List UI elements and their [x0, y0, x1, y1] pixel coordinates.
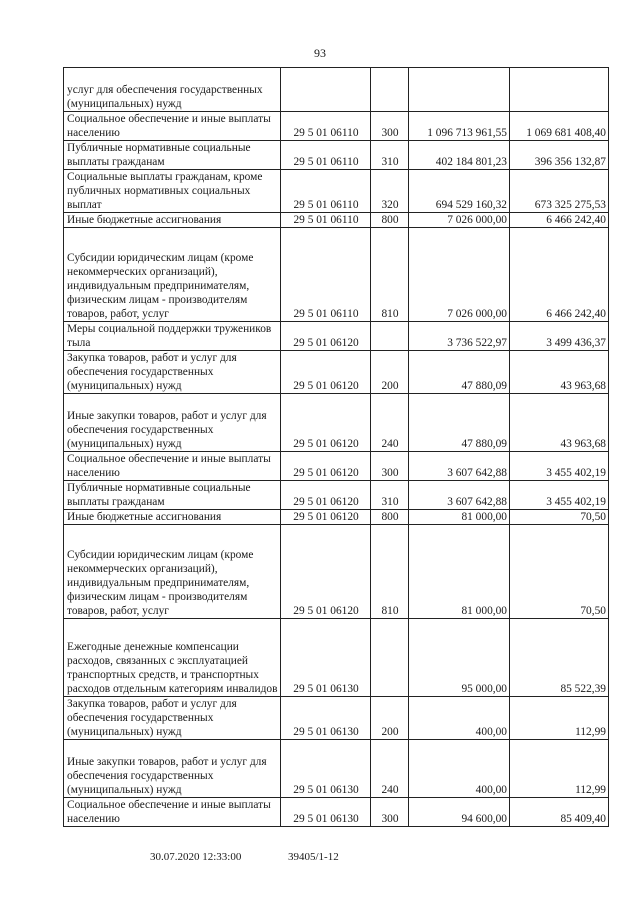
row-type-cell: 240: [371, 740, 409, 798]
row-amount-2-cell: 70,50: [510, 525, 609, 619]
row-name-cell: Публичные нормативные социальные выплаты гражданам: [64, 141, 281, 170]
row-code-cell: 29 5 01 06120: [281, 394, 371, 452]
row-amount-2-cell: 396 356 132,87: [510, 141, 609, 170]
row-name-cell: Ежегодные денежные компенсации расходов, связанных с эксплуатацией транспортных средств, и транспортных расходов отдельным категориям инвалидов: [64, 619, 281, 697]
row-code-cell: [281, 68, 371, 112]
table-row: [64, 452, 609, 481]
row-code-cell: 29 5 01 06110: [281, 213, 371, 228]
row-code-cell: 29 5 01 06130: [281, 798, 371, 827]
row-amount-1-cell: [409, 68, 510, 112]
row-amount-1-cell: 3 736 522,97: [409, 322, 510, 351]
row-amount-2-cell: 6 466 242,40: [510, 213, 609, 228]
row-name-cell: Закупка товаров, работ и услуг для обеспечения государственных (муниципальных) нужд: [64, 351, 281, 394]
row-name-cell: Социальное обеспечение и иные выплаты населению: [64, 452, 281, 481]
row-name-cell: Закупка товаров, работ и услуг для обеспечения государственных (муниципальных) нужд: [64, 697, 281, 740]
row-amount-1-cell: 694 529 160,32: [409, 170, 510, 213]
row-code-cell: 29 5 01 06120: [281, 481, 371, 510]
row-amount-1-cell: 1 096 713 961,55: [409, 112, 510, 141]
budget-table-body: [64, 68, 609, 827]
row-name-cell: Иные закупки товаров, работ и услуг для обеспечения государственных (муниципальных) нужд: [64, 740, 281, 798]
row-name-cell: Социальное обеспечение и иные выплаты населению: [64, 798, 281, 827]
row-type-cell: 300: [371, 112, 409, 141]
row-amount-1-cell: 402 184 801,23: [409, 141, 510, 170]
row-type-cell: 300: [371, 452, 409, 481]
row-amount-1-cell: 81 000,00: [409, 510, 510, 525]
row-type-cell: 810: [371, 228, 409, 322]
row-type-cell: 810: [371, 525, 409, 619]
table-row: [64, 351, 609, 394]
row-amount-1-cell: 3 607 642,88: [409, 481, 510, 510]
table-row: [64, 619, 609, 697]
row-type-cell: 300: [371, 798, 409, 827]
row-amount-1-cell: 47 880,09: [409, 351, 510, 394]
row-amount-1-cell: 7 026 000,00: [409, 213, 510, 228]
row-amount-1-cell: 7 026 000,00: [409, 228, 510, 322]
row-name-cell: Иные бюджетные ассигнования: [64, 213, 281, 228]
row-code-cell: 29 5 01 06110: [281, 112, 371, 141]
row-code-cell: 29 5 01 06120: [281, 322, 371, 351]
row-amount-2-cell: 3 455 402,19: [510, 452, 609, 481]
table-row: [64, 510, 609, 525]
table-row: [64, 213, 609, 228]
row-name-cell: Иные бюджетные ассигнования: [64, 510, 281, 525]
row-code-cell: 29 5 01 06120: [281, 351, 371, 394]
row-amount-2-cell: 112,99: [510, 697, 609, 740]
table-row: [64, 322, 609, 351]
table-row: [64, 798, 609, 827]
row-code-cell: 29 5 01 06110: [281, 170, 371, 213]
row-code-cell: 29 5 01 06110: [281, 141, 371, 170]
table-row: [64, 697, 609, 740]
row-amount-2-cell: 3 455 402,19: [510, 481, 609, 510]
row-type-cell: 310: [371, 481, 409, 510]
row-code-cell: 29 5 01 06120: [281, 510, 371, 525]
budget-table: [63, 67, 609, 827]
table-row: [64, 740, 609, 798]
row-amount-1-cell: 47 880,09: [409, 394, 510, 452]
row-type-cell: 320: [371, 170, 409, 213]
row-name-cell: Субсидии юридическим лицам (кроме некоммерческих организаций), индивидуальным предпринимателям, физическим лицам - производителям товаров, работ, услуг: [64, 228, 281, 322]
table-row: [64, 112, 609, 141]
row-type-cell: 800: [371, 510, 409, 525]
row-amount-2-cell: 112,99: [510, 740, 609, 798]
row-code-cell: 29 5 01 06120: [281, 525, 371, 619]
table-row: [64, 170, 609, 213]
row-type-cell: 800: [371, 213, 409, 228]
row-amount-1-cell: 400,00: [409, 740, 510, 798]
row-type-cell: [371, 322, 409, 351]
footer-doc-number: 39405/1-12: [288, 851, 339, 863]
row-amount-2-cell: [510, 68, 609, 112]
row-code-cell: 29 5 01 06130: [281, 740, 371, 798]
row-name-cell: Публичные нормативные социальные выплаты гражданам: [64, 481, 281, 510]
row-name-cell: Социальное обеспечение и иные выплаты населению: [64, 112, 281, 141]
row-name-cell: Субсидии юридическим лицам (кроме некоммерческих организаций), индивидуальным предпринимателям, физическим лицам - производителям товаров, работ, услуг: [64, 525, 281, 619]
page-number: 93: [314, 46, 326, 60]
row-name-cell: Иные закупки товаров, работ и услуг для обеспечения государственных (муниципальных) нужд: [64, 394, 281, 452]
row-code-cell: 29 5 01 06120: [281, 452, 371, 481]
row-type-cell: 200: [371, 351, 409, 394]
row-amount-2-cell: 673 325 275,53: [510, 170, 609, 213]
row-amount-2-cell: 1 069 681 408,40: [510, 112, 609, 141]
row-amount-1-cell: 95 000,00: [409, 619, 510, 697]
table-row: [64, 228, 609, 322]
row-name-cell: Меры социальной поддержки тружеников тыла: [64, 322, 281, 351]
row-amount-2-cell: 43 963,68: [510, 394, 609, 452]
table-row: [64, 394, 609, 452]
row-amount-2-cell: 43 963,68: [510, 351, 609, 394]
row-type-cell: 240: [371, 394, 409, 452]
row-type-cell: 200: [371, 697, 409, 740]
table-row: [64, 68, 609, 112]
row-amount-2-cell: 3 499 436,37: [510, 322, 609, 351]
row-amount-1-cell: 94 600,00: [409, 798, 510, 827]
row-type-cell: 310: [371, 141, 409, 170]
table-row: [64, 481, 609, 510]
row-amount-1-cell: 81 000,00: [409, 525, 510, 619]
row-type-cell: [371, 619, 409, 697]
row-type-cell: [371, 68, 409, 112]
table-row: [64, 141, 609, 170]
row-code-cell: 29 5 01 06110: [281, 228, 371, 322]
table-row: [64, 525, 609, 619]
row-code-cell: 29 5 01 06130: [281, 697, 371, 740]
row-amount-1-cell: 3 607 642,88: [409, 452, 510, 481]
row-amount-2-cell: 85 409,40: [510, 798, 609, 827]
row-name-cell: Социальные выплаты гражданам, кроме публичных нормативных социальных выплат: [64, 170, 281, 213]
row-amount-1-cell: 400,00: [409, 697, 510, 740]
row-name-cell: услуг для обеспечения государственных (муниципальных) нужд: [64, 68, 281, 112]
row-amount-2-cell: 6 466 242,40: [510, 228, 609, 322]
footer-date: 30.07.2020 12:33:00: [150, 851, 242, 863]
row-code-cell: 29 5 01 06130: [281, 619, 371, 697]
row-amount-2-cell: 85 522,39: [510, 619, 609, 697]
row-amount-2-cell: 70,50: [510, 510, 609, 525]
